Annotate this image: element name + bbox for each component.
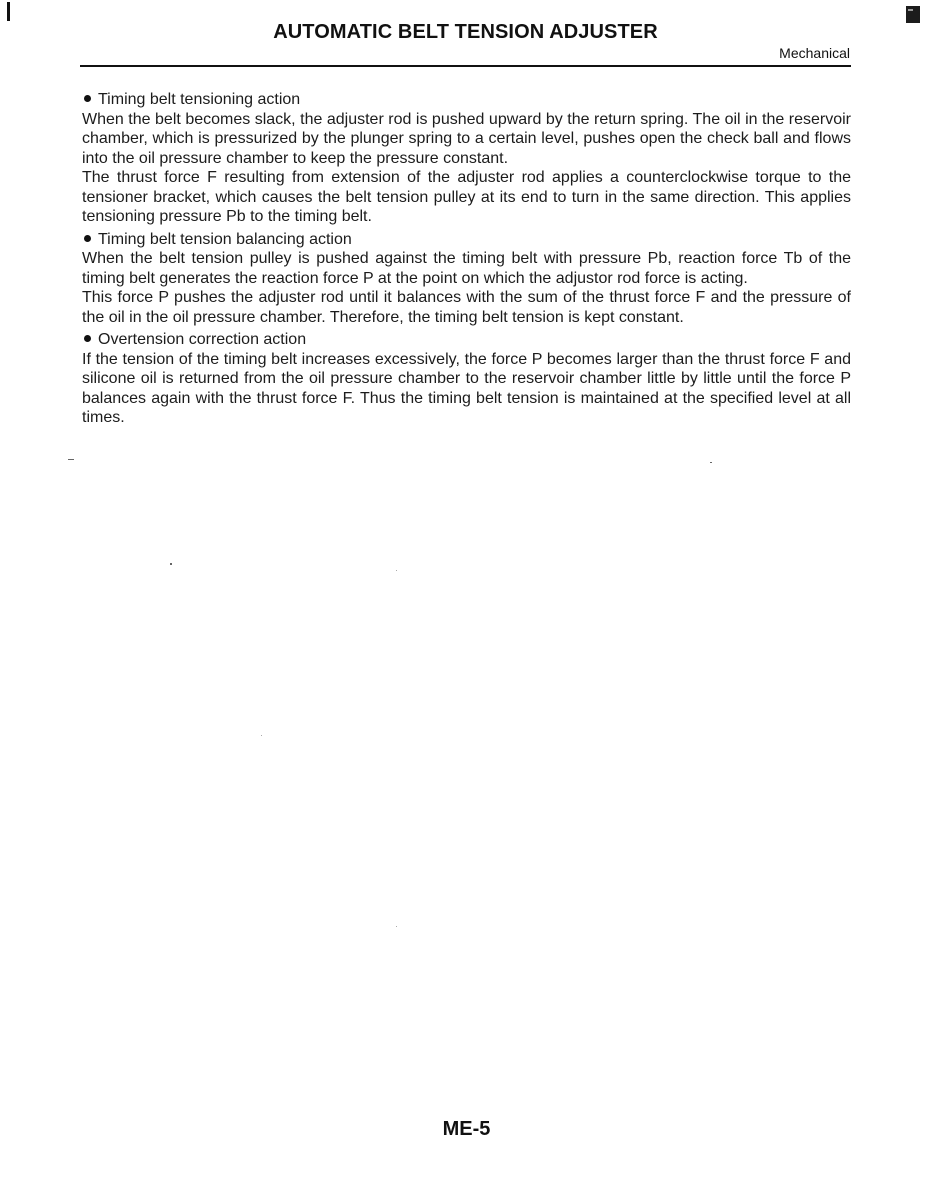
bullet-heading-balancing (82, 230, 851, 250)
bullet-text: Timing belt tension balancing action (98, 230, 352, 248)
section-label: Mechanical (779, 45, 850, 61)
paragraph: When the belt becomes slack, the adjuster rod is pushed upward by the return spring. The oil in the reservoir chamber, which is pressurized by the plunger spring to a certain level, pushes open the check ball and flows into the oil pressure chamber to keep the pressure constant. (82, 110, 851, 167)
page-title: AUTOMATIC BELT TENSION ADJUSTER (273, 21, 658, 43)
scan-speck (170, 563, 172, 565)
bullet-text: Overtension correction action (98, 331, 307, 348)
page-number: ME-5 (442, 1118, 491, 1140)
scan-speck (396, 570, 397, 571)
paragraph: When the belt tension pulley is pushed against the timing belt with pressure Pb, reaction force Tb of the timing belt generates the reaction force P at the point on which the adjustor rod force is acting. (82, 250, 851, 287)
paragraph: If the tension of the timing belt increases excessively, the force P becomes larger than the thrust force F and silicone oil is returned from the oil pressure chamber to the reservoir chamber little by little until the force P balances again with the thrust force F. Thus the timing belt tension is maintained at the specified level at all times. (82, 350, 851, 426)
scan-speck (68, 459, 74, 460)
bullet-text: Timing belt tensioning action (98, 91, 301, 108)
bullet-icon (84, 95, 91, 102)
bullet-heading-overtension (82, 330, 851, 350)
header-divider (80, 65, 851, 67)
scan-speck (261, 735, 262, 736)
bullet-icon (84, 235, 91, 242)
margin-bar (7, 2, 10, 21)
scan-speck (396, 926, 397, 927)
paragraph: This force P pushes the adjuster rod until it balances with the sum of the thrust force F and the pressure of the oil in the oil pressure chamber. Therefore, the timing belt tension is kept constant. (82, 289, 851, 326)
bullet-icon (84, 335, 91, 342)
paragraph: The thrust force F resulting from extension of the adjuster rod applies a counterclockwise torque to the tensioner bracket, which causes the belt tension pulley at its end to turn in the same direction. This applies tensioning pressure Pb to the timing belt. (82, 169, 851, 225)
scan-speck (710, 462, 712, 463)
bullet-heading-tensioning (82, 90, 851, 110)
body-text (82, 90, 851, 428)
